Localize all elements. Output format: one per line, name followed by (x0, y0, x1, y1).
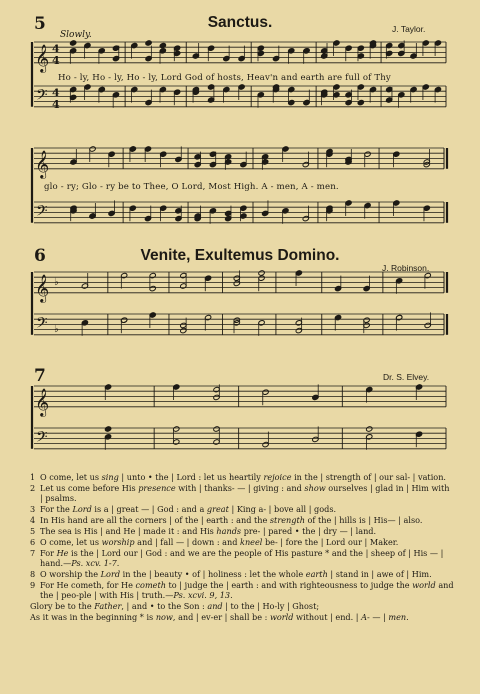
sanctus-lyrics-line-1: Ho - ly, Ho - ly, Ho - ly, Lord God of hosts, Heav'n and earth are full of Thy (58, 73, 391, 83)
time-signature-bottom: 4 (52, 53, 60, 67)
note-head (105, 426, 112, 432)
note-head (357, 100, 364, 106)
note-head (129, 146, 136, 152)
verse-number: 8 (30, 569, 36, 580)
note-head (159, 43, 166, 49)
verse-text: Let us come before His presence with | thanks- — | giving : and show ourselves | glad in | Him with | psalms. (40, 482, 450, 504)
verse-7 (30, 548, 454, 569)
treble-clef: 𝄞 (35, 149, 50, 178)
verse-number: 9 (30, 580, 36, 591)
bass-clef: 𝄢 (36, 86, 48, 108)
verse-1 (30, 472, 454, 482)
bass-clef: 𝄢 (36, 202, 48, 224)
verse-6 (30, 537, 454, 547)
verse-3 (30, 504, 454, 514)
section-title-venite: Venite, Exultemus Domino. (140, 247, 340, 264)
verse-number: 3 (30, 504, 36, 515)
section-number-7: 7 (34, 366, 46, 386)
composer-elvey: Dr. S. Elvey. (383, 372, 430, 382)
verse-number: 2 (30, 482, 36, 493)
verse-9 (30, 580, 454, 601)
verse-text: For He cometh, for He cometh to | judge the | earth : and with righteousness to judge the world and the | peo-ple | with His | truth.—Ps. xcvi. 9, 13. (40, 580, 454, 601)
gloria-line-1: Glory be to the Father, | and • to the Son : and | to the | Ho-ly | Ghost; (30, 601, 320, 612)
verse-text: The sea is His | and He | made it : and His hands pre- | pared • the | dry — | land. (40, 526, 377, 537)
note-head (98, 87, 105, 93)
gloria-line-2: As it was in the beginning * is now, and | ev-er | shall be : world without | end. | A- — | men. (30, 611, 409, 622)
verse-text: O come, let us worship and | fall — | down : and kneel be- | fore the | Lord our | Maker. (40, 536, 399, 547)
verse-text: O worship the Lord in the | beauty • of | holiness : let the whole earth | stand in | awe of | Him. (40, 569, 432, 580)
time-signature-top: 4 (52, 42, 60, 56)
verse-5 (30, 526, 454, 536)
bass-clef: 𝄢 (36, 428, 48, 450)
verse-text: O come, let us sing | unto • the | Lord : let us heartily rejoice in the | strength of | our sal- | vation. (40, 472, 447, 482)
section-number-5: 5 (34, 14, 46, 34)
treble-clef: 𝄞 (35, 43, 50, 72)
bass-clef: 𝄢 (36, 314, 48, 336)
time-signature-bottom: 4 (52, 97, 60, 111)
treble-clef: 𝄞 (35, 387, 50, 416)
note-head (366, 426, 373, 432)
verse-number: 6 (30, 536, 36, 547)
treble-clef: 𝄞 (35, 273, 50, 302)
time-signature-top: 4 (52, 86, 60, 100)
verse-number: 1 (30, 472, 36, 482)
key-signature-flat: ♭ (54, 277, 59, 288)
note-head (303, 48, 310, 54)
note-head (396, 315, 403, 321)
note-head (303, 100, 310, 106)
tempo-marking: Slowly. (60, 30, 92, 40)
section-number-6: 6 (34, 246, 46, 266)
verse-number: 4 (30, 515, 36, 526)
section-title-sanctus: Sanctus. (207, 14, 273, 31)
verse-text: For He is the | Lord our | God : and we are the people of His pasture * and the | sheep of | His — | hand.—Ps. xcv. 1-7. (40, 547, 444, 569)
sanctus-lyrics-line-2: glo - ry; Glo - ry be to Thee, O Lord, Most High. A - men, A - men. (44, 182, 339, 192)
note-head (258, 270, 265, 276)
verse-text: For the Lord is a | great — | God : and a great | King a- | bove all | gods. (40, 504, 337, 515)
note-head (70, 40, 77, 46)
verse-4 (30, 515, 454, 525)
composer-venite: J. Robinson. (382, 263, 430, 273)
chant-verses (30, 472, 454, 622)
key-signature-flat: ♭ (54, 324, 59, 336)
verse-number: 7 (30, 547, 36, 558)
verse-2 (30, 483, 454, 504)
note-head (121, 317, 128, 323)
note-head (145, 40, 152, 46)
verse-8 (30, 569, 454, 579)
verse-number: 5 (30, 526, 36, 537)
note-head (89, 213, 96, 219)
verse-text: In His hand are all the corners | of the | earth : and the strength of the | hills is | His— | also. (40, 515, 423, 526)
composer-sanctus: J. Taylor. (392, 24, 426, 34)
